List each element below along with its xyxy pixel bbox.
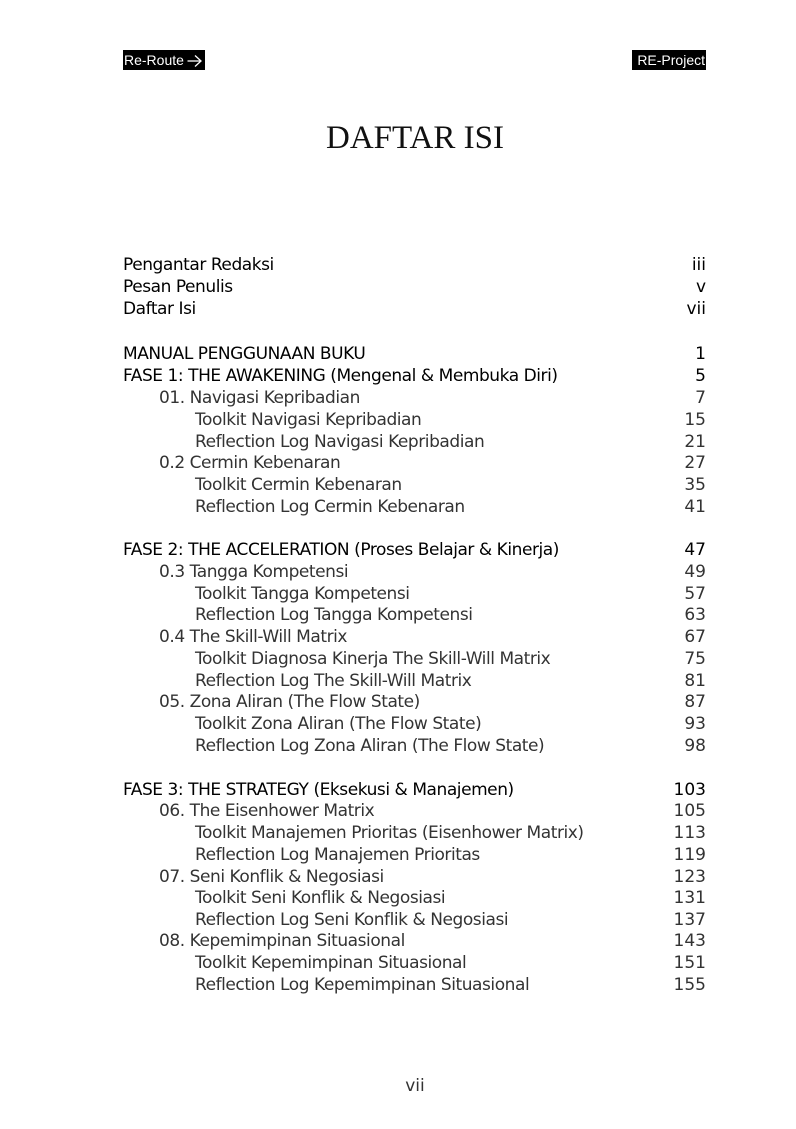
toc-entry-page: 155 <box>673 975 706 995</box>
toc-entry-page: iii <box>691 255 706 275</box>
toc-entry-title: Toolkit Tangga Kompetensi <box>195 584 410 604</box>
toc-entry-page: 75 <box>684 649 706 669</box>
toc-entry-title: Reflection Log The Skill-Will Matrix <box>195 671 472 691</box>
toc-entry <box>0 365 796 387</box>
toc-entry-page: 47 <box>684 540 706 560</box>
toc-entry-title: 0.4 The Skill-Will Matrix <box>159 627 347 647</box>
toc-entry-title: Toolkit Zona Aliran (The Flow State) <box>195 714 482 734</box>
toc-entry-title: Toolkit Diagnosa Kinerja The Skill-Will Matrix <box>195 649 551 669</box>
toc-entry <box>0 735 796 757</box>
toc-entry-page: 5 <box>695 366 706 386</box>
toc-entry-title: Pengantar Redaksi <box>123 255 274 275</box>
toc-entry-title: 01. Navigasi Kepribadian <box>159 388 360 408</box>
toc-entry-title: Toolkit Seni Konflik & Negosiasi <box>195 888 446 908</box>
toc-entry <box>0 298 796 320</box>
toc-entry-page: 67 <box>684 627 706 647</box>
toc-entry <box>0 866 796 888</box>
toc-entry-title: FASE 3: THE STRATEGY (Eksekusi & Manajemen) <box>123 780 514 800</box>
toc-entry <box>0 626 796 648</box>
toc-entry <box>0 887 796 909</box>
toc-entry-title: Reflection Log Seni Konflik & Negosiasi <box>195 910 509 930</box>
toc-entry-title: 05. Zona Aliran (The Flow State) <box>159 692 420 712</box>
toc-entry-page: 87 <box>684 692 706 712</box>
toc-entry <box>0 452 796 474</box>
toc-entry <box>0 343 796 365</box>
toc-entry-title: Toolkit Navigasi Kepribadian <box>195 410 422 430</box>
toc-entry-page: 57 <box>684 584 706 604</box>
toc-entry-page: 27 <box>684 453 706 473</box>
toc-entry <box>0 496 796 518</box>
toc-entry-title: Reflection Log Navigasi Kepribadian <box>195 432 485 452</box>
toc-entry-page: 21 <box>684 432 706 452</box>
toc-entry-title: 07. Seni Konflik & Negosiasi <box>159 867 384 887</box>
toc-entry-page: 49 <box>684 562 706 582</box>
toc-entry-page: 7 <box>695 388 706 408</box>
toc-entry-page: 123 <box>673 867 706 887</box>
toc-entry-title: Reflection Log Kepemimpinan Situasional <box>195 975 530 995</box>
page-title: DAFTAR ISI <box>326 120 504 156</box>
toc-entry <box>0 952 796 974</box>
toc-entry <box>0 561 796 583</box>
toc-entry <box>0 604 796 626</box>
toc-entry <box>0 930 796 952</box>
toc-entry-title: Reflection Log Zona Aliran (The Flow State) <box>195 736 545 756</box>
toc-entry <box>0 583 796 605</box>
toc-entry <box>0 254 796 276</box>
toc-entry <box>0 539 796 561</box>
toc-entry-title: Reflection Log Cermin Kebenaran <box>195 497 465 517</box>
toc-entry-page: 81 <box>684 671 706 691</box>
toc-entry-title: Daftar Isi <box>123 299 196 319</box>
toc-entry-page: vii <box>686 299 706 319</box>
toc-entry <box>0 909 796 931</box>
header-right-label: RE-Project <box>637 52 705 68</box>
toc-entry-page: 143 <box>673 931 706 951</box>
toc-entry-page: 105 <box>673 801 706 821</box>
toc-entry-page: 131 <box>673 888 706 908</box>
toc-entry-page: 1 <box>695 344 706 364</box>
toc-entry <box>0 779 796 801</box>
toc-entry <box>0 387 796 409</box>
toc-entry <box>0 670 796 692</box>
toc-entry <box>0 800 796 822</box>
toc-entry-page: 119 <box>673 845 706 865</box>
toc-entry-title: Pesan Penulis <box>123 277 233 297</box>
toc-entry <box>0 713 796 735</box>
toc-entry-page: 113 <box>673 823 706 843</box>
toc-entry-title: 0.2 Cermin Kebenaran <box>159 453 341 473</box>
toc-entry-title: Reflection Log Manajemen Prioritas <box>195 845 480 865</box>
toc-entry-page: 63 <box>684 605 706 625</box>
toc-entry <box>0 276 796 298</box>
header-left-label: Re-Route <box>124 52 184 68</box>
toc-entry-title: Toolkit Manajemen Prioritas (Eisenhower Matrix) <box>195 823 584 843</box>
toc-entry <box>0 974 796 996</box>
toc-entry <box>0 648 796 670</box>
toc-entry-page: 93 <box>684 714 706 734</box>
toc-entry-title: 0.3 Tangga Kompetensi <box>159 562 349 582</box>
toc-entry <box>0 431 796 453</box>
toc-entry-page: 35 <box>684 475 706 495</box>
toc-entry-title: FASE 1: THE AWAKENING (Mengenal & Membuka Diri) <box>123 366 558 386</box>
toc-entry <box>0 822 796 844</box>
toc-entry-title: 06. The Eisenhower Matrix <box>159 801 375 821</box>
toc-entry-title: Toolkit Cermin Kebenaran <box>195 475 402 495</box>
toc-entry-page: 41 <box>684 497 706 517</box>
toc-entry-page: 98 <box>684 736 706 756</box>
toc-entry <box>0 409 796 431</box>
toc-entry-title: MANUAL PENGGUNAAN BUKU <box>123 344 366 364</box>
toc-entry-page: 137 <box>673 910 706 930</box>
toc-entry <box>0 844 796 866</box>
toc-entry-title: 08. Kepemimpinan Situasional <box>159 931 405 951</box>
toc-entry <box>0 691 796 713</box>
toc-entry-title: FASE 2: THE ACCELERATION (Proses Belajar & Kinerja) <box>123 540 559 560</box>
toc-entry-page: 103 <box>673 780 706 800</box>
toc-entry <box>0 474 796 496</box>
toc-entry-title: Reflection Log Tangga Kompetensi <box>195 605 473 625</box>
toc-entry-page: v <box>695 277 706 297</box>
toc-entry-title: Toolkit Kepemimpinan Situasional <box>195 953 467 973</box>
toc-entry-page: 15 <box>684 410 706 430</box>
toc-entry-page: 151 <box>673 953 706 973</box>
page-number: vii <box>405 1076 425 1096</box>
